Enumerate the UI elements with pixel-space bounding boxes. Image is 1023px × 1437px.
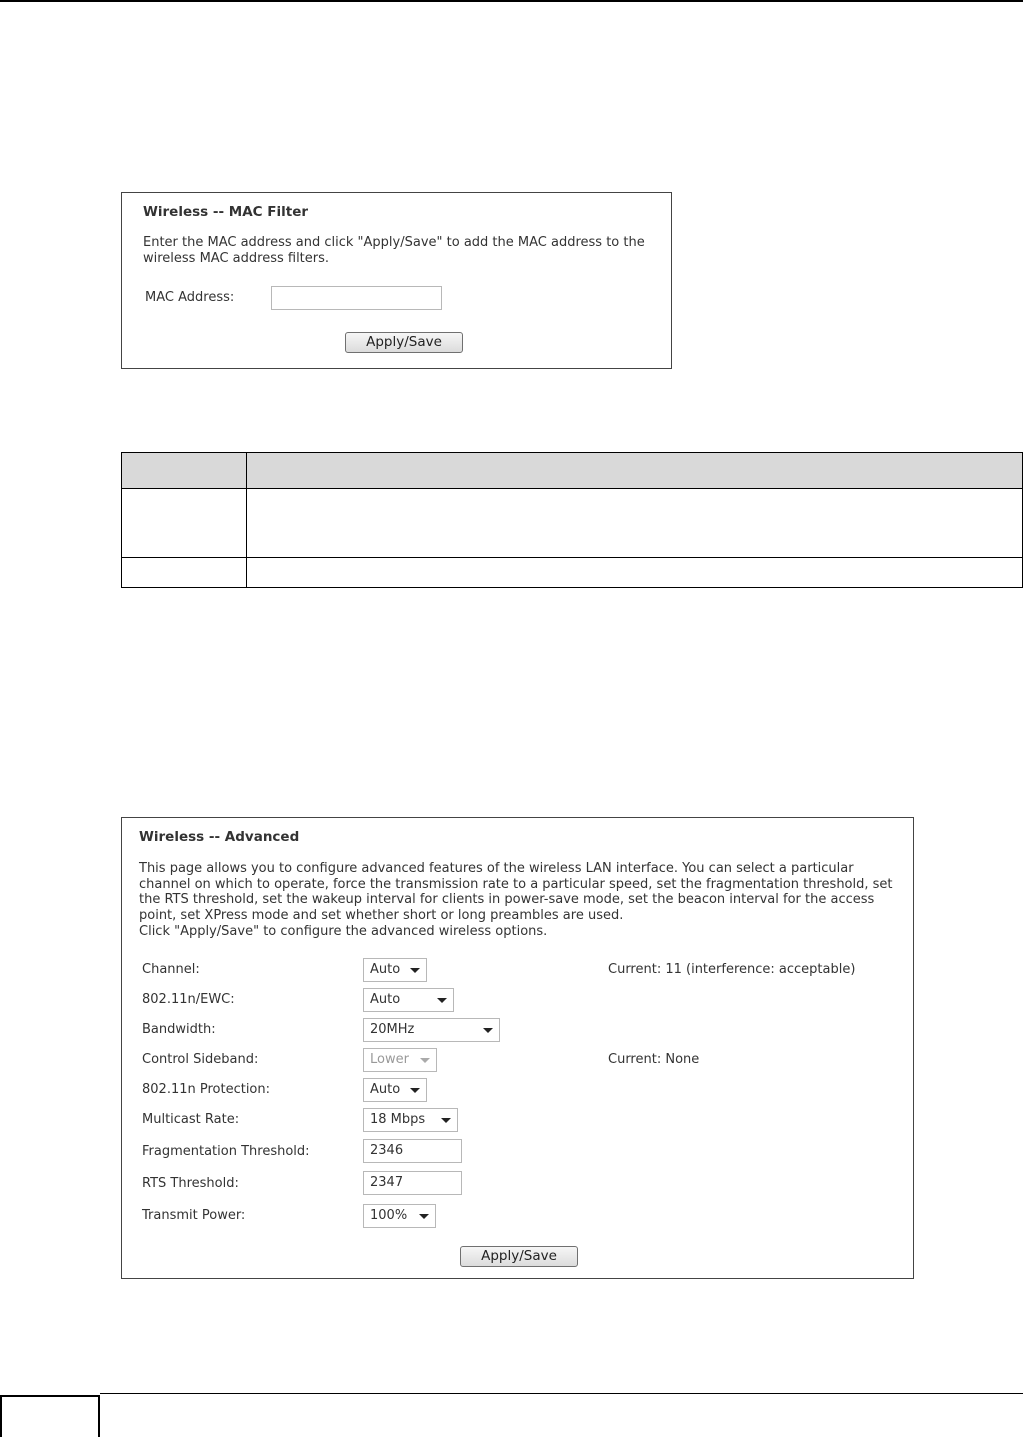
channel-current: Current: 11 (interference: acceptable) (608, 962, 856, 977)
ewc-label: 802.11n/EWC: (142, 992, 235, 1007)
multicast-select[interactable] (363, 1108, 458, 1132)
power-select-value: 100% (370, 1208, 408, 1223)
sideband-select-value: Lower (370, 1052, 409, 1067)
power-select[interactable] (363, 1204, 436, 1228)
dropdown-caret-icon (419, 1214, 429, 1219)
power-label: Transmit Power: (142, 1208, 246, 1223)
ewc-select[interactable] (363, 988, 454, 1012)
dropdown-caret-icon (441, 1118, 451, 1123)
description-table (121, 452, 1023, 588)
sideband-label: Control Sideband: (142, 1052, 259, 1067)
sideband-current: Current: None (608, 1052, 700, 1067)
dropdown-caret-icon (483, 1028, 493, 1033)
rts-label: RTS Threshold: (142, 1176, 239, 1191)
ewc-select-value: Auto (370, 992, 401, 1007)
table-cell (247, 489, 1023, 558)
advanced-apply-save-button[interactable]: Apply/Save (460, 1246, 578, 1267)
rts-input[interactable]: 2347 (363, 1171, 462, 1195)
table-header-row (122, 453, 1023, 489)
bandwidth-label: Bandwidth: (142, 1022, 216, 1037)
advanced-panel (121, 817, 914, 1279)
table-row (122, 489, 1023, 558)
bandwidth-select[interactable] (363, 1018, 500, 1042)
channel-label: Channel: (142, 962, 200, 977)
table-row (122, 558, 1023, 588)
multicast-select-value: 18 Mbps (370, 1112, 426, 1127)
advanced-description: This page allows you to configure advanced features of the wireless LAN interface. You can select a particular channel on which to operate, force the transmission rate to a particular speed, set the fragmentation threshold, set the RTS threshold, set the wakeup interval for clients in power-save mode, set the beacon interval for the access point, set XPress mode and set whether short or long preambles are used. (139, 861, 893, 923)
protection-label: 802.11n Protection: (142, 1082, 271, 1097)
dropdown-caret-icon (410, 1088, 420, 1093)
sideband-select[interactable] (363, 1048, 437, 1072)
bandwidth-select-value: 20MHz (370, 1022, 415, 1037)
protection-select[interactable] (363, 1078, 427, 1102)
table-header-cell (122, 453, 247, 489)
dropdown-caret-icon (437, 998, 447, 1003)
protection-select-value: Auto (370, 1082, 401, 1097)
mac-address-label: MAC Address: (145, 290, 235, 305)
mac-filter-title: Wireless -- MAC Filter (143, 204, 309, 220)
dropdown-caret-icon (410, 968, 420, 973)
table-header-cell (247, 453, 1023, 489)
fragmentation-label: Fragmentation Threshold: (142, 1144, 310, 1159)
dropdown-caret-icon (420, 1058, 430, 1063)
advanced-title: Wireless -- Advanced (139, 829, 300, 845)
mac-filter-panel (121, 192, 672, 369)
table-cell (122, 558, 247, 588)
channel-select[interactable] (363, 958, 427, 982)
table-cell (247, 558, 1023, 588)
footer-rule (100, 1393, 1023, 1394)
advanced-instruction: Click "Apply/Save" to configure the advanced wireless options. (139, 924, 548, 939)
mac-filter-description: Enter the MAC address and click "Apply/Save" to add the MAC address to the wireless MAC address filters. (143, 235, 645, 266)
channel-select-value: Auto (370, 962, 401, 977)
mac-filter-apply-save-button[interactable]: Apply/Save (345, 332, 463, 353)
table-cell (122, 489, 247, 558)
mac-address-input[interactable] (271, 286, 442, 310)
top-rule (0, 0, 1023, 2)
fragmentation-input[interactable]: 2346 (363, 1139, 462, 1163)
page-number-box (0, 1395, 100, 1437)
multicast-label: Multicast Rate: (142, 1112, 240, 1127)
